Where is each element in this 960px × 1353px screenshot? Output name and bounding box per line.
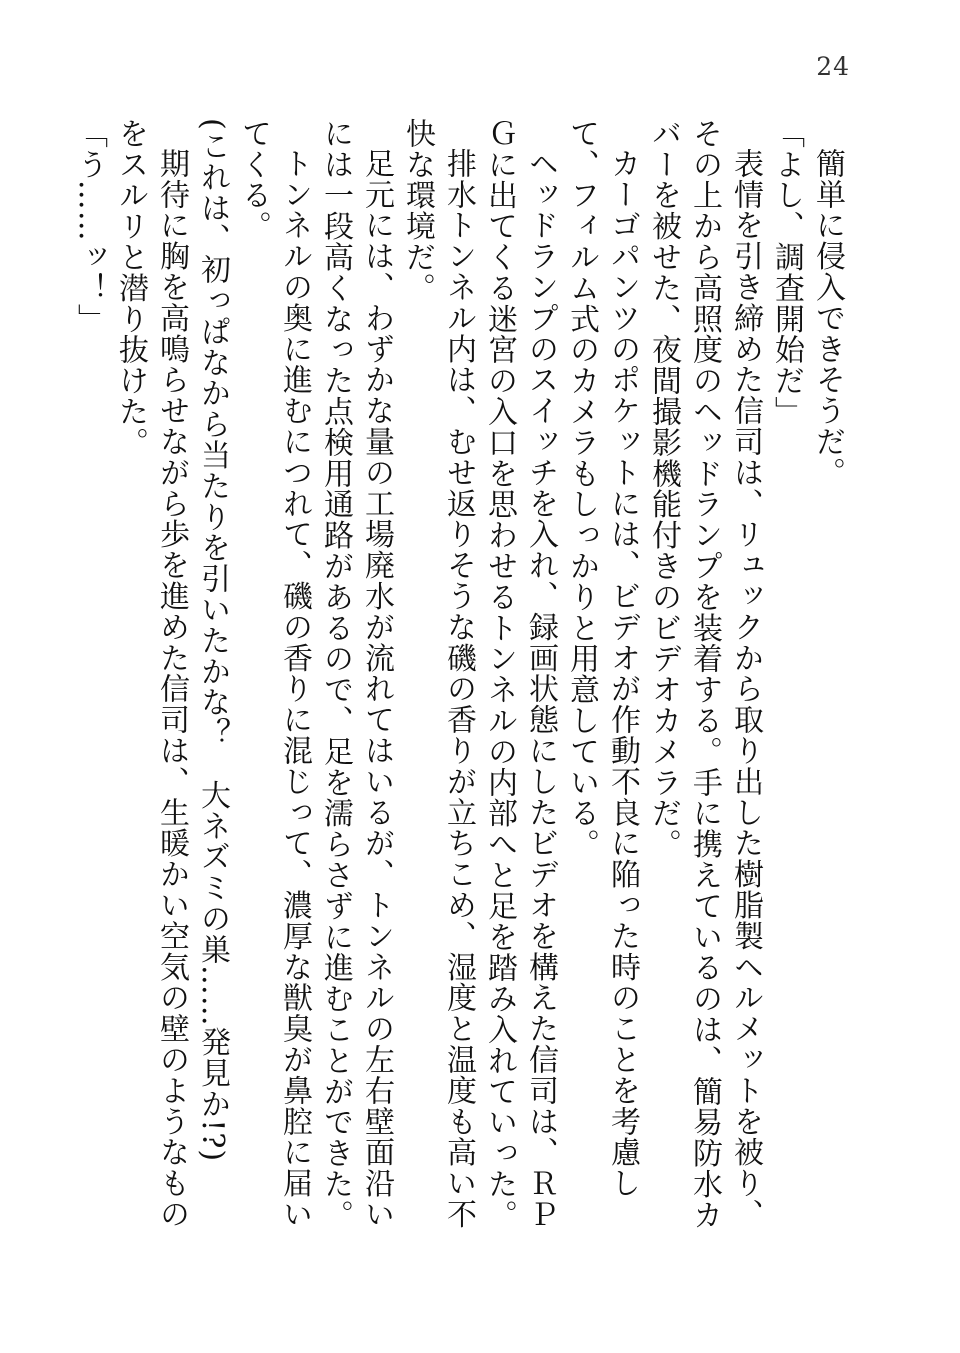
dialogue-line: 「う……ッ！」: [72, 118, 107, 335]
vertical-text-body: [69, 118, 848, 1238]
paragraph: ヘッドランプのスイッチを入れ、録画状態にしたビデオを構えた信司は、ＲＰＧに出てくる迷宮の入口を思わせるトンネルの内部へと足を踏み入れていった。: [482, 118, 558, 1231]
paragraph: 簡単に侵入できそうだ。: [810, 148, 845, 488]
paragraph: 足元には、わずかな量の工場廃水が流れてはいるが、トンネルの左右壁面沿いには一段高くなった点検用通路があるので、足を濡らさずに進むことができた。: [318, 118, 394, 1231]
paragraph: 期待に胸を高鳴らせながら歩を進めた信司は、生暖かい空気の壁のようなものをスルリと潜り抜けた。: [113, 118, 189, 1230]
paragraph: カーゴパンツのポケットには、ビデオが作動不良に陥った時のことを考慮して、フィルム式のカメラもしっかりと用意している。: [564, 118, 640, 1199]
page-number: 24: [816, 52, 850, 81]
inner-thought-line: (これは、初っぱなから当たりを引いたかな？ 大ネズミの巣……発見か!?): [195, 118, 230, 1162]
paragraph: トンネルの奥に進むにつれて、磯の香りに混じって、濃厚な獣臭が鼻腔に届いてくる。: [236, 118, 312, 1230]
dialogue-line: 「よし、調査開始だ」: [769, 118, 804, 427]
paragraph: 表情を引き締めた信司は、リュックから取り出した樹脂製ヘルメットを被り、その上から高照度のヘッドランプを装着する。手に携えているのは、簡易防水カバーを被せた、夜間撮影機能付きのビデオカメラだ。: [646, 118, 763, 1231]
paragraph: 排水トンネル内は、むせ返りそうな磯の香りが立ちこめ、湿度と温度も高い不快な環境だ。: [400, 118, 476, 1230]
